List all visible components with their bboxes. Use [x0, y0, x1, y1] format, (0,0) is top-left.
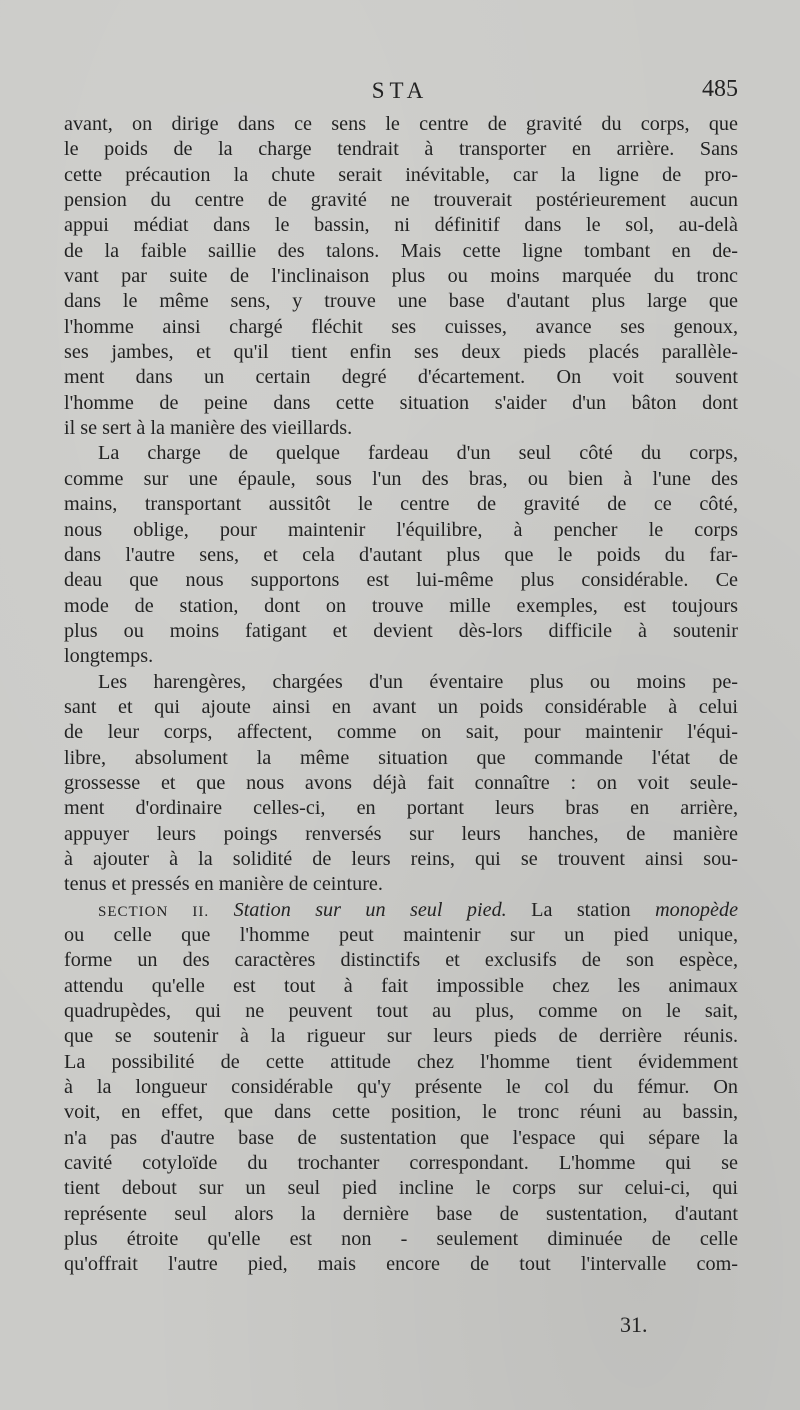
text-line: nous oblige, pour maintenir l'équilibre, à pencher le corps	[64, 518, 738, 541]
text-line: deau que nous supportons est lui-même plus considérable. Ce	[64, 569, 738, 592]
text-line: ou celle que l'homme peut maintenir sur un pied unique,	[64, 924, 738, 946]
text-line: que se soutenir à la rigueur sur leurs pieds de derrière réunis.	[64, 1025, 738, 1048]
text-line: l'homme ainsi chargé fléchit ses cuisses, avance ses genoux,	[64, 315, 738, 338]
text-line: grossesse et que nous avons déjà fait connaître : on voit seule-	[64, 771, 738, 794]
text-line: tenus et pressés en manière de ceinture.	[64, 873, 383, 896]
text-line: forme un des caractères distinctifs et exclusifs de son espèce,	[64, 949, 738, 972]
text-line: n'a pas d'autre base de sustentation que l'espace qui sépare la	[64, 1126, 738, 1149]
running-head: STA	[371, 78, 429, 103]
text-line: pension du centre de gravité ne trouverait postérieurement aucun	[64, 189, 738, 212]
section-heading-line	[64, 898, 738, 923]
text-line: attendu qu'elle est tout à fait impossible chez les animaux	[64, 974, 738, 997]
text-line: ment dans un certain degré d'écartement. On voit souvent	[64, 366, 738, 389]
text-line: de leur corps, affectent, comme on sait, pour maintenir l'équi-	[64, 721, 738, 744]
section-label: SECTION II.	[98, 903, 210, 920]
text-line: comme sur une épaule, sous l'un des bras, ou bien à l'une des	[64, 467, 738, 490]
body-text	[64, 112, 738, 1278]
text-line: qu'offrait l'autre pied, mais encore de tout l'intervalle com-	[64, 1253, 738, 1276]
text-line: représente seul alors la dernière base de sustentation, d'autant	[64, 1202, 738, 1225]
text-line: il se sert à la manière des vieillards.	[64, 417, 353, 440]
text-line: l'homme de peine dans cette situation s'aider d'un bâton dont	[64, 391, 738, 414]
text-line: cette précaution la chute serait inévitable, car la ligne de pro-	[64, 163, 738, 186]
text-line: voit, en effet, que dans cette position, le tronc réuni au bassin,	[64, 1101, 738, 1124]
text-line: longtemps.	[64, 645, 154, 668]
text-line: mains, transportant aussitôt le centre de gravité de ce côté,	[64, 493, 738, 516]
text-line: dans le même sens, y trouve une base d'autant plus large que	[64, 290, 738, 313]
text-line: La possibilité de cette attitude chez l'homme tient évidemment	[64, 1050, 738, 1073]
text-line: sant et qui ajoute ainsi en avant un poids considérable à celui	[64, 695, 738, 718]
text-line: vant par suite de l'inclinaison plus ou moins marquée du tronc	[64, 265, 738, 288]
text-line: quadrupèdes, qui ne peuvent tout au plus, comme on le sait,	[64, 1000, 738, 1023]
text-line: appui médiat dans le bassin, ni définitif dans le sol, au-delà	[64, 214, 738, 237]
text-line: à ajouter à la solidité de leurs reins, qui se trouvent ainsi sou-	[64, 847, 738, 870]
text-line: de la faible saillie des talons. Mais cette ligne tombant en de-	[64, 239, 738, 262]
section-text-start: La station	[531, 898, 631, 921]
page-number: 485	[702, 76, 738, 102]
text-line: appuyer leurs poings renversés sur leurs hanches, de manière	[64, 822, 738, 845]
section-term: monopède	[655, 898, 739, 921]
text-line: à la longueur considérable qu'y présente le col du fémur. On	[64, 1076, 738, 1099]
text-line: dans l'autre sens, et cela d'autant plus que le poids du far-	[64, 543, 738, 566]
text-line: avant, on dirige dans ce sens le centre de gravité du corps, que	[64, 113, 738, 135]
text-line: Les harengères, chargées d'un éventaire plus ou moins pe-	[98, 670, 738, 693]
text-line: plus étroite qu'elle est non - seulement diminuée de celle	[64, 1228, 738, 1251]
text-line: cavité cotyloïde du trochanter correspondant. L'homme qui se	[64, 1152, 738, 1175]
text-line: libre, absolument la même situation que commande l'état de	[64, 746, 738, 769]
text-line: ses jambes, et qu'il tient enfin ses deux pieds placés parallèle-	[64, 341, 738, 364]
signature-mark: 31.	[620, 1312, 648, 1337]
section-title: Station sur un seul pied.	[233, 898, 507, 921]
text-line: plus ou moins fatigant et devient dès-lors difficile à soutenir	[64, 619, 738, 642]
page-header	[62, 76, 738, 110]
text-line: ment d'ordinaire celles-ci, en portant leurs bras en arrière,	[64, 797, 738, 820]
text-line: le poids de la charge tendrait à transporter en arrière. Sans	[64, 138, 738, 161]
text-line: mode de station, dont on trouve mille exemples, est toujours	[64, 594, 738, 617]
text-line: tient debout sur un seul pied incline le corps sur celui-ci, qui	[64, 1177, 738, 1200]
text-line: La charge de quelque fardeau d'un seul côté du corps,	[98, 442, 738, 465]
